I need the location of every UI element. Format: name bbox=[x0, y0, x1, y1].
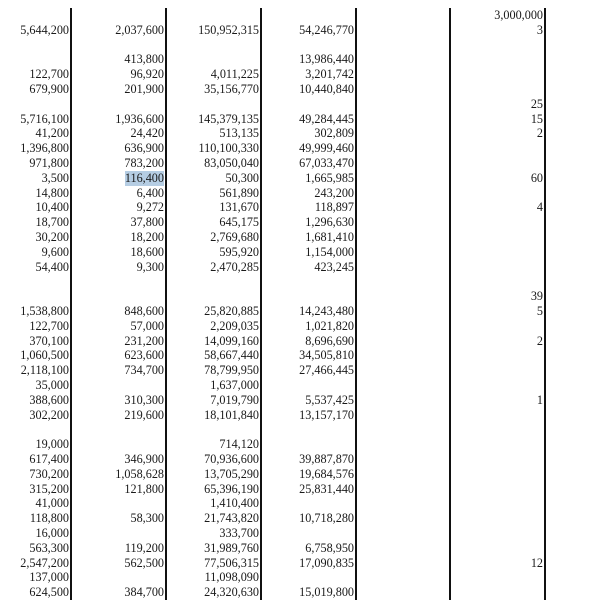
table-cell[interactable]: 49,999,460 bbox=[299, 141, 354, 156]
table-cell[interactable]: 5,537,425 bbox=[305, 392, 354, 407]
table-cell[interactable]: 41,000 bbox=[35, 496, 69, 511]
table-cell[interactable]: 13,986,440 bbox=[299, 52, 354, 67]
table-cell[interactable]: 25,831,440 bbox=[299, 481, 354, 496]
table-cell[interactable]: 19,684,576 bbox=[299, 466, 354, 481]
table-cell[interactable]: 413,800 bbox=[124, 52, 164, 67]
table-cell[interactable]: 624,500 bbox=[29, 585, 69, 600]
table-cell[interactable]: 1,681,410 bbox=[305, 230, 354, 244]
table-cell[interactable]: 971,800 bbox=[29, 156, 69, 170]
table-cell[interactable]: 2 bbox=[536, 333, 543, 348]
table-cell[interactable]: 4 bbox=[536, 200, 543, 215]
table-cell[interactable]: 11,098,090 bbox=[204, 570, 259, 585]
table-cell[interactable]: 1,060,500 bbox=[20, 348, 69, 363]
table-cell[interactable]: 31,989,760 bbox=[204, 540, 259, 555]
table-cell[interactable]: 2,547,200 bbox=[20, 555, 69, 570]
column-divider bbox=[355, 8, 357, 600]
table-cell[interactable]: 57,000 bbox=[130, 318, 164, 333]
table-cell[interactable]: 96,920 bbox=[130, 67, 164, 82]
table-cell[interactable]: 734,700 bbox=[124, 363, 164, 378]
table-cell[interactable]: 54,400 bbox=[35, 259, 69, 274]
table-cell[interactable]: 50,300 bbox=[225, 170, 259, 185]
table-cell[interactable]: 1 bbox=[536, 392, 543, 407]
table-cell[interactable]: 67,033,470 bbox=[299, 156, 354, 170]
table-cell[interactable]: 384,700 bbox=[124, 585, 164, 600]
table-cell[interactable]: 562,500 bbox=[124, 555, 164, 570]
table-cell[interactable]: 9,300 bbox=[136, 259, 164, 274]
table-cell[interactable]: 12 bbox=[530, 555, 543, 570]
table-cell[interactable]: 14,800 bbox=[35, 185, 69, 200]
table-cell[interactable]: 2,118,100 bbox=[20, 363, 69, 378]
table-cell[interactable]: 623,600 bbox=[124, 348, 164, 363]
table-cell[interactable]: 121,800 bbox=[124, 481, 164, 496]
table-cell[interactable]: 27,466,445 bbox=[299, 363, 354, 378]
table-cell[interactable]: 730,200 bbox=[29, 466, 69, 481]
table-cell[interactable]: 4,011,225 bbox=[210, 67, 259, 82]
table-cell[interactable]: 13,705,290 bbox=[204, 466, 259, 481]
table-cell[interactable]: 7,019,790 bbox=[210, 392, 259, 407]
table-cell[interactable]: 5,716,100 bbox=[20, 111, 69, 126]
table-cell[interactable]: 18,600 bbox=[130, 244, 164, 259]
table-cell[interactable]: 1,021,820 bbox=[305, 318, 354, 333]
column-divider bbox=[544, 8, 546, 600]
table-cell[interactable]: 49,284,445 bbox=[299, 111, 354, 126]
table-cell[interactable]: 1,665,985 bbox=[305, 170, 354, 185]
table-cell[interactable]: 561,890 bbox=[219, 185, 259, 200]
table-cell[interactable]: 150,952,315 bbox=[198, 22, 259, 37]
table-cell[interactable]: 783,200 bbox=[124, 156, 164, 170]
table-cell[interactable]: 18,200 bbox=[130, 230, 164, 244]
table-cell[interactable]: 1,396,800 bbox=[20, 141, 69, 156]
table-cell[interactable]: 636,900 bbox=[124, 141, 164, 156]
table-cell[interactable]: 119,200 bbox=[124, 540, 164, 555]
table-cell[interactable]: 231,200 bbox=[124, 333, 164, 348]
table-cell[interactable]: 9,600 bbox=[41, 244, 69, 259]
table-cell[interactable]: 1,410,400 bbox=[210, 496, 259, 511]
column-divider bbox=[70, 8, 72, 600]
table-cell[interactable]: 370,100 bbox=[29, 333, 69, 348]
table-cell[interactable]: 25,820,885 bbox=[204, 304, 259, 318]
table-cell[interactable]: 78,799,950 bbox=[204, 363, 259, 378]
table-cell[interactable]: 34,505,810 bbox=[299, 348, 354, 363]
table-cell[interactable]: 35,156,770 bbox=[204, 82, 259, 96]
table-cell[interactable]: 5 bbox=[536, 304, 543, 318]
table-cell[interactable]: 645,175 bbox=[219, 215, 259, 230]
table-cell[interactable]: 513,135 bbox=[219, 126, 259, 141]
table-cell[interactable]: 39,887,870 bbox=[299, 452, 354, 466]
table-cell[interactable]: 3,500 bbox=[41, 170, 69, 185]
table-cell[interactable]: 848,600 bbox=[124, 304, 164, 318]
table-cell[interactable]: 423,245 bbox=[314, 259, 354, 274]
table-cell[interactable]: 10,440,840 bbox=[299, 82, 354, 96]
table-cell[interactable]: 110,100,330 bbox=[198, 141, 259, 156]
table-cell[interactable]: 8,696,690 bbox=[305, 333, 354, 348]
table-cell[interactable]: 6,758,950 bbox=[305, 540, 354, 555]
table-cell[interactable]: 131,670 bbox=[219, 200, 259, 215]
selected-table-cell[interactable]: 116,400 bbox=[124, 170, 164, 185]
table-cell[interactable]: 219,600 bbox=[124, 407, 164, 422]
table-cell[interactable]: 388,600 bbox=[29, 392, 69, 407]
table-cell[interactable]: 201,900 bbox=[124, 82, 164, 96]
table-cell[interactable]: 118,800 bbox=[29, 511, 69, 526]
table-cell[interactable]: 18,700 bbox=[35, 215, 69, 230]
table-cell[interactable]: 54,246,770 bbox=[299, 22, 354, 37]
table-cell[interactable]: 679,900 bbox=[29, 82, 69, 96]
table-cell[interactable]: 346,900 bbox=[124, 452, 164, 466]
table-cell[interactable]: 122,700 bbox=[29, 67, 69, 82]
table-cell[interactable]: 302,200 bbox=[29, 407, 69, 422]
column-divider bbox=[165, 8, 167, 600]
table-cell[interactable]: 563,300 bbox=[29, 540, 69, 555]
table-cell[interactable]: 1,538,800 bbox=[20, 304, 69, 318]
table-cell[interactable]: 243,200 bbox=[314, 185, 354, 200]
table-cell[interactable]: 137,000 bbox=[29, 570, 69, 585]
table-cell[interactable]: 83,050,040 bbox=[204, 156, 259, 170]
table-cell[interactable]: 6,400 bbox=[136, 185, 164, 200]
table-cell[interactable]: 25 bbox=[530, 96, 543, 111]
table-cell[interactable]: 118,897 bbox=[314, 200, 354, 215]
column-divider bbox=[449, 8, 451, 600]
table-cell[interactable]: 145,379,135 bbox=[198, 111, 259, 126]
table-cell[interactable]: 35,000 bbox=[35, 378, 69, 392]
table-cell[interactable]: 77,506,315 bbox=[204, 555, 259, 570]
table-cell[interactable]: 15,019,800 bbox=[299, 585, 354, 600]
table-cell[interactable]: 2,470,285 bbox=[210, 259, 259, 274]
table-cell[interactable]: 2 bbox=[536, 126, 543, 141]
table-cell[interactable]: 1,936,600 bbox=[115, 111, 164, 126]
table-cell[interactable]: 15 bbox=[530, 111, 543, 126]
table-cell[interactable]: 24,320,630 bbox=[204, 585, 259, 600]
table-cell[interactable]: 19,000 bbox=[35, 437, 69, 452]
table-cell[interactable]: 3,201,742 bbox=[305, 67, 354, 82]
table-cell[interactable]: 65,396,190 bbox=[204, 481, 259, 496]
table-cell[interactable]: 2,037,600 bbox=[115, 22, 164, 37]
table-cell[interactable]: 310,300 bbox=[124, 392, 164, 407]
table-cell[interactable]: 3,000,000 bbox=[494, 8, 543, 22]
table-cell[interactable]: 1,154,000 bbox=[305, 244, 354, 259]
table-cell[interactable]: 37,800 bbox=[130, 215, 164, 230]
table-cell[interactable]: 10,718,280 bbox=[299, 511, 354, 526]
table-cell[interactable]: 10,400 bbox=[35, 200, 69, 215]
table-cell[interactable]: 16,000 bbox=[35, 526, 69, 540]
table-cell[interactable]: 58,667,440 bbox=[204, 348, 259, 363]
table-cell[interactable]: 122,700 bbox=[29, 318, 69, 333]
table-cell[interactable]: 24,420 bbox=[130, 126, 164, 141]
table-cell[interactable]: 39 bbox=[530, 289, 543, 304]
table-cell[interactable]: 14,243,480 bbox=[299, 304, 354, 318]
table-cell[interactable]: 5,644,200 bbox=[20, 22, 69, 37]
table-cell[interactable]: 21,743,820 bbox=[204, 511, 259, 526]
table-cell[interactable]: 14,099,160 bbox=[204, 333, 259, 348]
table-cell[interactable]: 1,296,630 bbox=[305, 215, 354, 230]
table-cell[interactable]: 2,209,035 bbox=[210, 318, 259, 333]
table-cell[interactable]: 2,769,680 bbox=[210, 230, 259, 244]
table-cell[interactable]: 13,157,170 bbox=[299, 407, 354, 422]
table-cell[interactable]: 41,200 bbox=[35, 126, 69, 141]
table-cell[interactable]: 58,300 bbox=[130, 511, 164, 526]
table-cell[interactable]: 617,400 bbox=[29, 452, 69, 466]
column-divider bbox=[260, 8, 262, 600]
table-cell[interactable]: 1,058,628 bbox=[115, 466, 164, 481]
table-cell[interactable]: 302,809 bbox=[314, 126, 354, 141]
table-cell[interactable]: 1,637,000 bbox=[210, 378, 259, 392]
table-cell[interactable]: 333,700 bbox=[219, 526, 259, 540]
table-cell[interactable]: 60 bbox=[530, 170, 543, 185]
table-cell[interactable]: 595,920 bbox=[219, 244, 259, 259]
table-cell[interactable]: 70,936,600 bbox=[204, 452, 259, 466]
table-cell[interactable]: 714,120 bbox=[219, 437, 259, 452]
table-cell[interactable]: 18,101,840 bbox=[204, 407, 259, 422]
table-cell[interactable]: 315,200 bbox=[29, 481, 69, 496]
table-cell[interactable]: 9,272 bbox=[136, 200, 164, 215]
table-cell[interactable]: 30,200 bbox=[35, 230, 69, 244]
table-cell[interactable]: 3 bbox=[536, 22, 543, 37]
table-cell[interactable]: 17,090,835 bbox=[299, 555, 354, 570]
